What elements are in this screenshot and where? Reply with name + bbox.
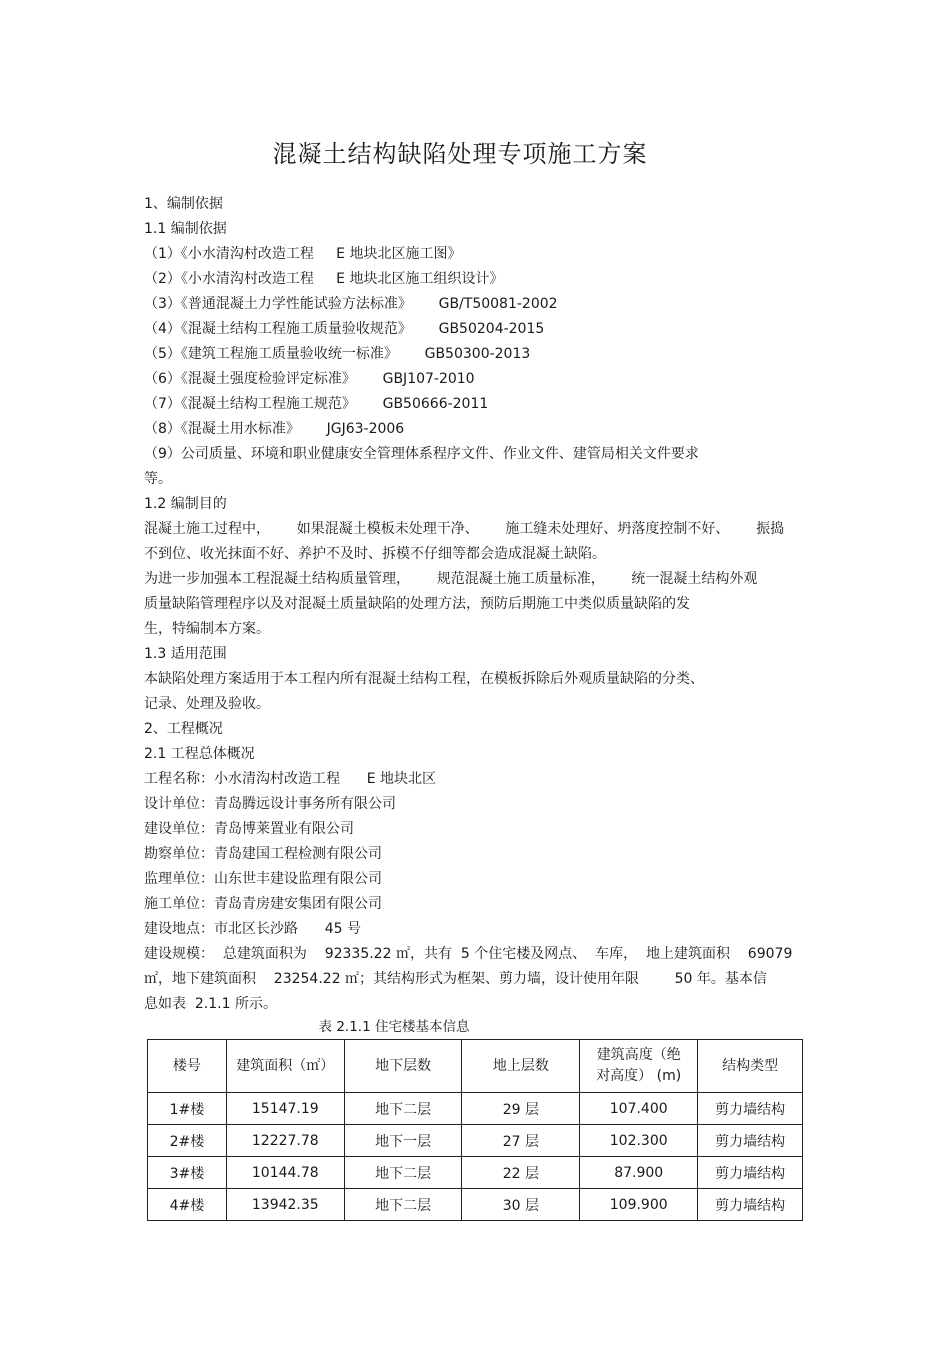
text-line: 施工单位：青岛青房建安集团有限公司 bbox=[144, 896, 382, 912]
text-line: ㎡，地下建筑面积 23254.22 ㎡；其结构形式为框架、剪力墙，设计使用年限 50 年。基本信 bbox=[144, 971, 767, 987]
header-floor-area: 建筑面积（㎡） bbox=[226, 1040, 344, 1093]
cell-aboveground-floors: 27 层 bbox=[462, 1125, 580, 1157]
text-line: 2、工程概况 bbox=[144, 721, 223, 737]
text-line: 1、编制依据 bbox=[144, 196, 223, 212]
header-structure-type: 结构类型 bbox=[698, 1040, 803, 1093]
table-row bbox=[148, 1157, 803, 1189]
table-row bbox=[148, 1189, 803, 1221]
cell-building-no: 1#楼 bbox=[148, 1093, 227, 1125]
text-line: 本缺陷处理方案适用于本工程内所有混凝土结构工程，在模板拆除后外观质量缺陷的分类、 bbox=[144, 671, 704, 687]
cell-aboveground-floors: 29 层 bbox=[462, 1093, 580, 1125]
text-line: 为进一步加强本工程混凝土结构质量管理， 规范混凝土施工质量标准， 统一混凝土结构外观 bbox=[144, 571, 758, 587]
cell-floor-area: 12227.78 bbox=[226, 1125, 344, 1157]
cell-aboveground-floors: 30 层 bbox=[462, 1189, 580, 1221]
cell-floor-area: 10144.78 bbox=[226, 1157, 344, 1189]
text-line: 监理单位：山东世丰建设监理有限公司 bbox=[144, 871, 382, 887]
text-line: （2）《小水清沟村改造工程 E 地块北区施工组织设计》 bbox=[144, 271, 504, 287]
text-line: 质量缺陷管理程序以及对混凝土质量缺陷的处理方法，预防后期施工中类似质量缺陷的发 bbox=[144, 596, 690, 612]
text-line: 建设规模： 总建筑面积为 92335.22 ㎡，共有 5 个住宅楼及网点、 车库， 地上建筑面积 69079 bbox=[144, 946, 793, 962]
cell-building-height: 87.900 bbox=[580, 1157, 698, 1189]
text-line: （7）《混凝土结构工程施工规范》 GB50666-2011 bbox=[144, 396, 489, 412]
document-body bbox=[144, 192, 809, 1017]
header-building-no: 楼号 bbox=[148, 1040, 227, 1093]
table-header-row bbox=[148, 1040, 803, 1093]
text-line: 2.1 工程总体概况 bbox=[144, 746, 255, 762]
text-line: 记录、处理及验收。 bbox=[144, 696, 270, 712]
text-line: （6）《混凝土强度检验评定标准》 GBJ107-2010 bbox=[144, 371, 475, 387]
cell-structure-type: 剪力墙结构 bbox=[698, 1125, 803, 1157]
building-info-table bbox=[147, 1039, 803, 1221]
text-line: （3）《普通混凝土力学性能试验方法标准》 GB/T50081-2002 bbox=[144, 296, 558, 312]
cell-floor-area: 13942.35 bbox=[226, 1189, 344, 1221]
text-line: 勘察单位：青岛建国工程检测有限公司 bbox=[144, 846, 382, 862]
header-aboveground-floors: 地上层数 bbox=[462, 1040, 580, 1093]
cell-structure-type: 剪力墙结构 bbox=[698, 1189, 803, 1221]
cell-underground-floors: 地下二层 bbox=[344, 1093, 462, 1125]
text-line: （4）《混凝土结构工程施工质量验收规范》 GB50204-2015 bbox=[144, 321, 545, 337]
cell-floor-area: 15147.19 bbox=[226, 1093, 344, 1125]
cell-building-height: 107.400 bbox=[580, 1093, 698, 1125]
cell-aboveground-floors: 22 层 bbox=[462, 1157, 580, 1189]
cell-building-no: 2#楼 bbox=[148, 1125, 227, 1157]
text-line: 1.3 适用范围 bbox=[144, 646, 227, 662]
text-line: 息如表 2.1.1 所示。 bbox=[144, 996, 277, 1012]
text-line: 生，特编制本方案。 bbox=[144, 621, 270, 637]
text-line: 工程名称：小水清沟村改造工程 E 地块北区 bbox=[144, 771, 436, 787]
header-building-height-label: 建筑高度（绝对高度） (m) bbox=[596, 1047, 682, 1084]
cell-building-no: 3#楼 bbox=[148, 1157, 227, 1189]
document-title: 混凝土结构缺陷处理专项施工方案 bbox=[272, 140, 648, 168]
text-line: （5）《建筑工程施工质量验收统一标准》 GB50300-2013 bbox=[144, 346, 531, 362]
text-line: （1）《小水清沟村改造工程 E 地块北区施工图》 bbox=[144, 246, 462, 262]
text-line: 1.1 编制依据 bbox=[144, 221, 227, 237]
text-line: 建设地点：市北区长沙路 45 号 bbox=[144, 921, 361, 937]
cell-structure-type: 剪力墙结构 bbox=[698, 1093, 803, 1125]
text-line: 混凝土施工过程中， 如果混凝土模板未处理干净、 施工缝未处理好、坍落度控制不好、 振捣 bbox=[144, 521, 785, 537]
cell-structure-type: 剪力墙结构 bbox=[698, 1157, 803, 1189]
cell-building-height: 109.900 bbox=[580, 1189, 698, 1221]
cell-underground-floors: 地下一层 bbox=[344, 1125, 462, 1157]
cell-building-no: 4#楼 bbox=[148, 1189, 227, 1221]
text-line: 不到位、收光抹面不好、养护不及时、拆模不仔细等都会造成混凝土缺陷。 bbox=[144, 546, 606, 562]
table-row bbox=[148, 1093, 803, 1125]
text-line: 等。 bbox=[144, 471, 172, 487]
header-underground-floors: 地下层数 bbox=[344, 1040, 462, 1093]
text-line: 设计单位：青岛腾远设计事务所有限公司 bbox=[144, 796, 396, 812]
cell-building-height: 102.300 bbox=[580, 1125, 698, 1157]
text-line: 1.2 编制目的 bbox=[144, 496, 227, 512]
text-line: （9）公司质量、环境和职业健康安全管理体系程序文件、作业文件、建管局相关文件要求 bbox=[144, 446, 699, 462]
table-caption: 表 2.1.1 住宅楼基本信息 bbox=[318, 1019, 470, 1035]
text-line: （8）《混凝土用水标准》 JGJ63-2006 bbox=[144, 421, 405, 437]
cell-underground-floors: 地下二层 bbox=[344, 1157, 462, 1189]
text-line: 建设单位：青岛博莱置业有限公司 bbox=[144, 821, 354, 837]
header-building-height bbox=[580, 1040, 698, 1093]
cell-underground-floors: 地下二层 bbox=[344, 1189, 462, 1221]
table-row bbox=[148, 1125, 803, 1157]
